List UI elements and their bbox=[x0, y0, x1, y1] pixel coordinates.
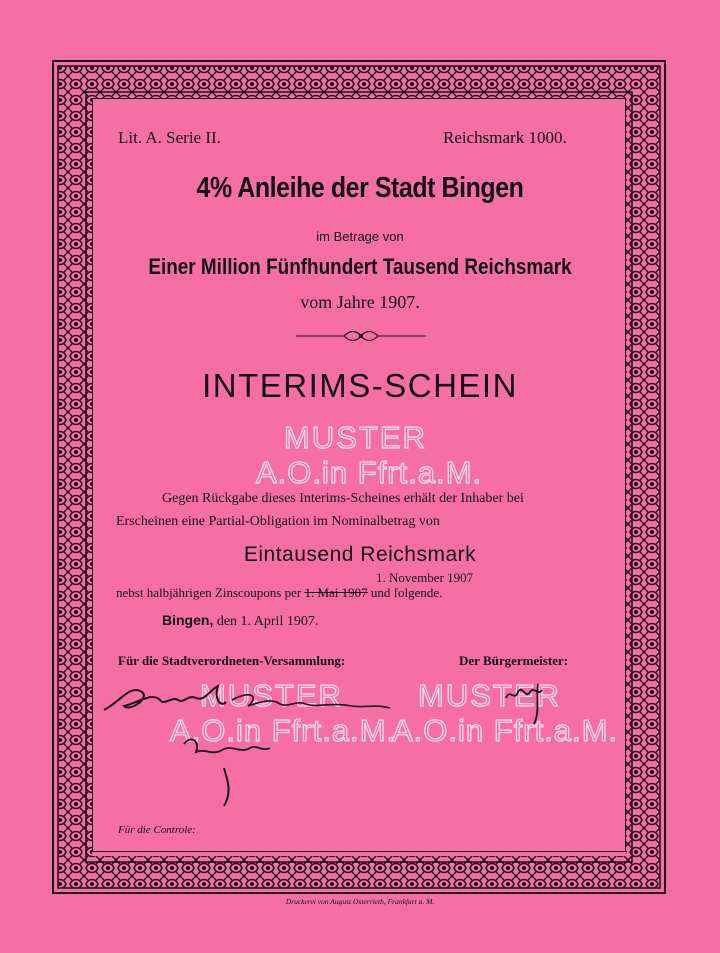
coupon-suffix: und folgende. bbox=[370, 585, 443, 600]
place-date bbox=[162, 612, 318, 630]
ornamental-divider bbox=[296, 329, 426, 343]
coupon-prefix: nebst halbjährigen Zinscoupons per bbox=[116, 585, 302, 600]
title-line-1: im Betrage von bbox=[316, 229, 404, 244]
signatory-right-label: Der Bürgermeister: bbox=[459, 653, 569, 668]
amount-label: Reichsmark 1000. bbox=[443, 128, 567, 147]
nominal-amount: Eintausend Reichsmark bbox=[243, 543, 477, 566]
coupon-line bbox=[116, 585, 442, 601]
title-line-3: vom Jahre 1907. bbox=[300, 292, 420, 312]
coupon-struck-date: 1. Mai 1907 bbox=[304, 585, 368, 600]
muster-stamp-left-line2: A.O.in Ffrt.a.M. bbox=[170, 713, 397, 748]
body-line-1: Gegen Rückgabe dieses Interims-Scheines erhält der Inhaber bei bbox=[162, 491, 524, 506]
muster-stamp-right-line1: MUSTER bbox=[418, 678, 561, 713]
body-line-2: Erscheinen eine Partial-Obligation im Nominalbetrag von bbox=[116, 514, 440, 529]
muster-stamp-top-line1: MUSTER bbox=[284, 420, 427, 455]
handwritten-signatures-left bbox=[100, 672, 400, 812]
document-type: INTERIMS-SCHEIN bbox=[202, 367, 518, 404]
signatory-left-label: Für die Stadtverordneten-Versammlung: bbox=[118, 653, 346, 668]
bond-title: 4% Anleihe der Stadt Bingen bbox=[196, 172, 524, 204]
correction-date: 1. November 1907 bbox=[376, 570, 474, 585]
issue-date: den 1. April 1907. bbox=[216, 614, 319, 629]
handwritten-signature-right bbox=[500, 678, 560, 728]
muster-stamp-left-line1: MUSTER bbox=[200, 678, 343, 713]
printer-credit: Druckerei von August Osterrieth, Frankfurt a. M. bbox=[285, 897, 435, 906]
place-name: Bingen, bbox=[162, 612, 214, 628]
control-label: Für die Controle: bbox=[118, 824, 196, 836]
muster-stamp-right-line2: A.O.in Ffrt.a.M. bbox=[392, 713, 619, 748]
muster-stamp-top-line2: A.O.in Ffrt.a.M. bbox=[256, 455, 483, 490]
title-line-2: Einer Million Fünfhundert Tausend Reichsmark bbox=[148, 254, 572, 279]
series-label: Lit. A. Serie II. bbox=[118, 128, 221, 147]
